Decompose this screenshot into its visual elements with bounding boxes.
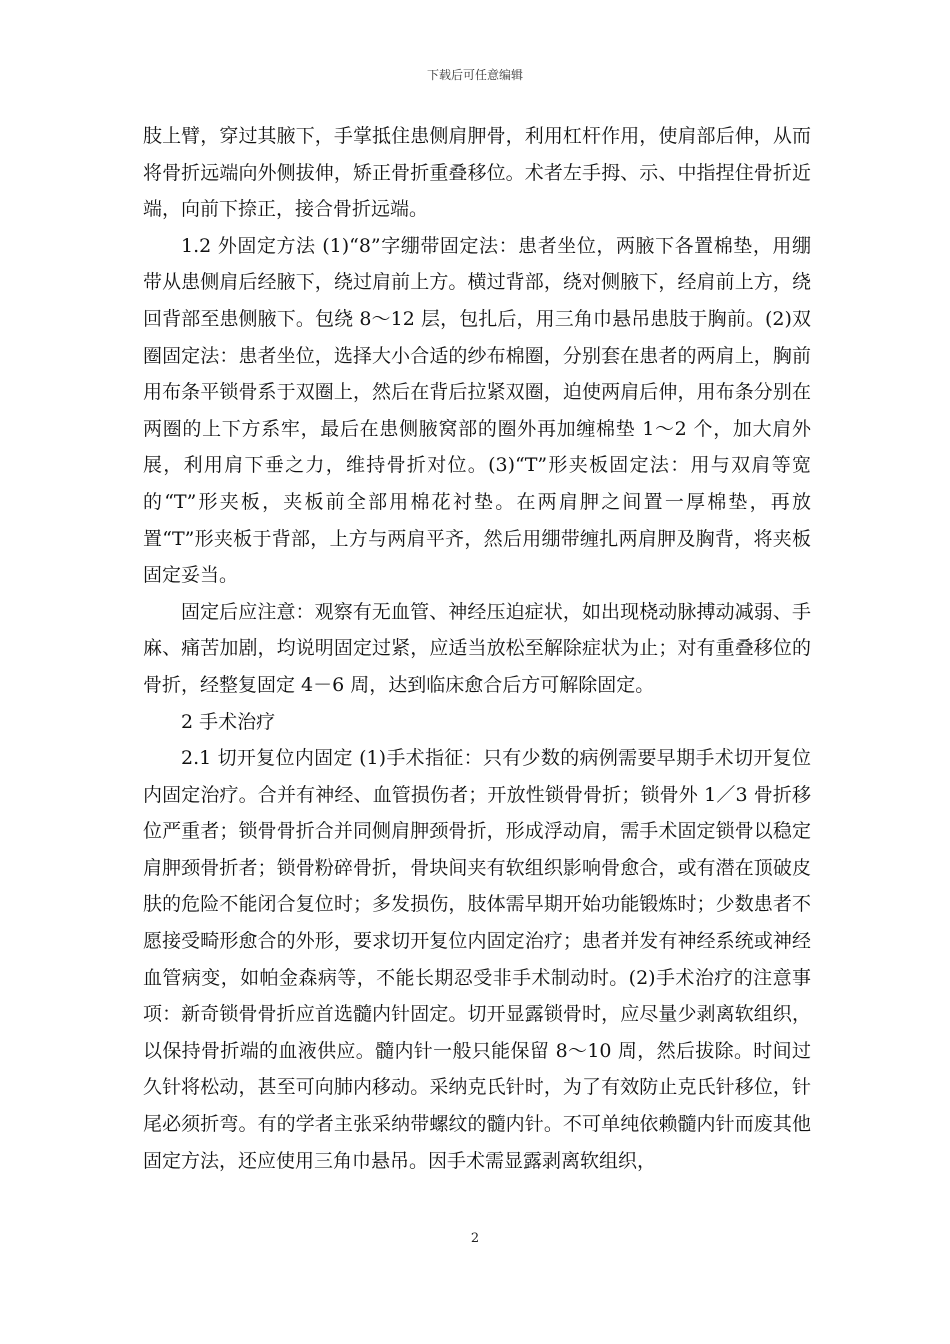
page-number: 2 bbox=[470, 1231, 480, 1246]
section-heading-surgical-treatment: 2 手术治疗 bbox=[181, 710, 276, 733]
page-header: 下载后可任意编辑 bbox=[426, 68, 523, 82]
paragraph-reduction-continuation: 肢上臂，穿过其腋下，手掌抵住患侧肩胛骨，利用杠杆作用，使肩部后伸，从而将骨折远端向外侧拔伸，矫正骨折重叠移位。术者左手拇、示、中指捏住骨折近端，向前下捺正，接合骨折远端。 bbox=[143, 125, 811, 221]
paragraph-open-reduction: 2.1 切开复位内固定 (1)手术指征：只有少数的病例需要早期手术切开复位内固定治疗。合并有神经、血管损伤者；开放性锁骨骨折；锁骨外 1／3 骨折移位严重者；锁骨骨折合并同侧肩胛颈骨折，形成浮动肩，需手术固定锁骨以稳定肩胛颈骨折者；锁骨粉碎骨折，骨块间夹有软组织影响骨愈合，或有潜在顶破皮肤的危险不能闭合复位时；多发损伤，肢体需早期开始功能锻炼时；少数患者不愿接受畸形愈合的外形，要求切开复位内固定治疗；患者并发有神经系统或神经血管病变，如帕金森病等，不能长期忍受非手术制动时。(2)手术治疗的注意事项：新奇锁骨骨折应首选髓内针固定。切开显露锁骨时，应尽量少剥离软组织，以保持骨折端的血液供应。髓内针一般只能保留 8～10 周，然后拔除。时间过久针将松动，甚至可向肺内移动。采纳克氏针时，为了有效防止克氏针移位，针尾必须折弯。有的学者主张采纳带螺纹的髓内针。不可单纯依赖髓内针而废其他固定方法，还应使用三角巾悬吊。因手术需显露剥离软组织， bbox=[143, 747, 811, 1172]
document-body bbox=[143, 118, 811, 1179]
paragraph-external-fixation: 1.2 外固定方法 (1)“8”字绷带固定法：患者坐位，两腋下各置棉垫，用绷带从患侧肩后经腋下，绕过肩前上方。横过背部，绕对侧腋下，经肩前上方，绕回背部至患侧腋下。包绕 8～12 层，包扎后，用三角巾悬吊患肢于胸前。(2)双圈固定法：患者坐位，选择大小合适的纱布棉圈，分别套在患者的两肩上，胸前用布条平锁骨系于双圈上，然后在背后拉紧双圈，迫使两肩后伸，用布条分别在两圈的上下方系牢，最后在患侧腋窝部的圈外再加缠棉垫 1～2 个，加大肩外展，利用肩下垂之力，维持骨折对位。(3)“T”形夹板固定法：用与双肩等宽的“T”形夹板，夹板前全部用棉花衬垫。在两肩胛之间置一厚棉垫，再放置“T”形夹板于背部，上方与两肩平齐，然后用绷带缠扎两肩胛及胸背，将夹板固定妥当。 bbox=[143, 234, 811, 587]
paragraph-post-fixation-notes: 固定后应注意：观察有无血管、神经压迫症状，如出现桡动脉搏动减弱、手麻、痛苦加剧，均说明固定过紧，应适当放松至解除症状为止；对有重叠移位的骨折，经整复固定 4－6 周，达到临床愈合后方可解除固定。 bbox=[143, 600, 811, 696]
